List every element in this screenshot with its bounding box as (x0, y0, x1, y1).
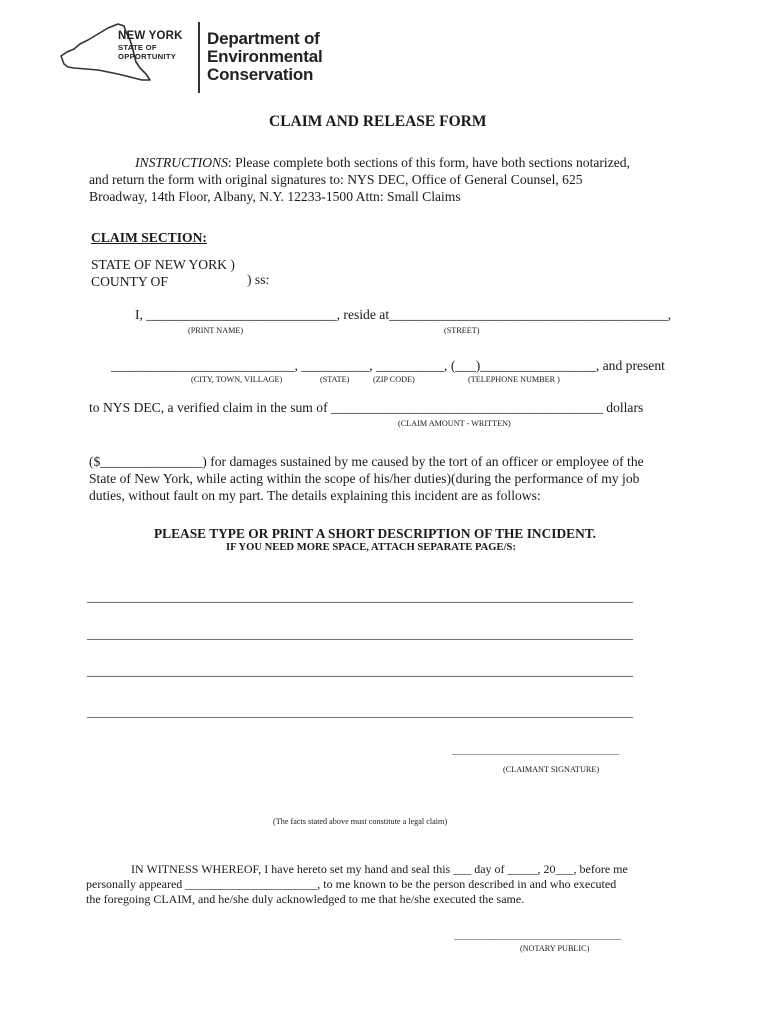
damages-paragraph-line1[interactable]: ($_______________) for damages sustained by me caused by the tort of an officer or employee of the (89, 454, 644, 469)
city-caption: (CITY, TOWN, VILLAGE) (191, 375, 283, 384)
instructions-line3: Broadway, 14th Floor, Albany, N.Y. 12233-1500 Attn: Small Claims (89, 189, 461, 204)
claim-section-heading: CLAIM SECTION: (91, 230, 207, 245)
telephone-caption: (TELEPHONE NUMBER ) (468, 375, 560, 384)
description-line-4[interactable]: ____________________________________________________________________________________ (87, 704, 633, 719)
description-subheading: IF YOU NEED MORE SPACE, ATTACH SEPARATE PAGE/S: (226, 542, 516, 553)
county-label: COUNTY OF (91, 274, 168, 289)
ss-label: ) ss: (247, 272, 270, 287)
claimant-signature-line[interactable]: ____________________________________________ (452, 747, 620, 756)
logo-state-of-text: STATE OF (118, 43, 157, 52)
department-name-line1: Department of (207, 29, 320, 48)
state-of-new-york-line: STATE OF NEW YORK ) (91, 257, 235, 272)
department-name-line3: Conservation (207, 65, 314, 84)
legal-claim-note: (The facts stated above must constitute a legal claim) (273, 817, 448, 826)
notary-public-caption: (NOTARY PUBLIC) (520, 944, 590, 953)
claim-amount-field-line[interactable]: to NYS DEC, a verified claim in the sum of ________________________________________ dollars (89, 400, 644, 415)
description-line-2[interactable]: ____________________________________________________________________________________ (87, 626, 633, 641)
logo-new-york-text: NEW YORK (118, 30, 183, 42)
form-title: CLAIM AND RELEASE FORM (269, 113, 487, 130)
state-caption: (STATE) (320, 375, 350, 384)
claimant-signature-caption: (CLAIMANT SIGNATURE) (503, 765, 600, 774)
city-state-zip-phone-field-line[interactable]: ___________________________, __________, __________, (___)_________________, and present (111, 358, 665, 373)
witness-paragraph-line1[interactable]: IN WITNESS WHEREOF, I have hereto set my hand and seal this ___ day of _____, 20___, before me (131, 862, 628, 876)
logo-opportunity-text: OPPORTUNITY (118, 52, 177, 61)
notary-signature-line[interactable]: ____________________________________________ (454, 932, 622, 941)
witness-paragraph-line3: the foregoing CLAIM, and he/she duly acknowledged to me that he/she executed the same. (86, 892, 525, 906)
damages-paragraph-line3: duties, without fault on my part. The details explaining this incident are as follows: (89, 488, 541, 503)
instructions-label: INSTRUCTIONS (135, 155, 228, 170)
name-address-field-line[interactable]: I, ____________________________, reside at_________________________________________, (135, 307, 672, 322)
zip-caption: (ZIP CODE) (373, 375, 415, 384)
claim-amount-caption: (CLAIM AMOUNT - WRITTEN) (398, 419, 511, 428)
header-divider (198, 22, 200, 93)
witness-paragraph-line2[interactable]: personally appeared ______________________, to me known to be the person described in and who executed (86, 877, 617, 891)
description-line-3[interactable]: ____________________________________________________________________________________ (87, 663, 633, 678)
instructions-line1-text: : Please complete both sections of this form, have both sections notarized, (227, 155, 630, 170)
instructions-line2: and return the form with original signatures to: NYS DEC, Office of General Counsel, 625 (89, 172, 583, 187)
print-name-caption: (PRINT NAME) (188, 326, 244, 335)
instructions-line1 (135, 154, 630, 172)
description-line-1[interactable]: ____________________________________________________________________________________ (87, 589, 633, 604)
description-heading: PLEASE TYPE OR PRINT A SHORT DESCRIPTION OF THE INCIDENT. (154, 526, 597, 541)
damages-paragraph-line2: State of New York, while acting within the scope of his/her duties)(during the performance of my job (89, 471, 640, 486)
department-name-line2: Environmental (207, 47, 323, 66)
street-caption: (STREET) (444, 326, 480, 335)
